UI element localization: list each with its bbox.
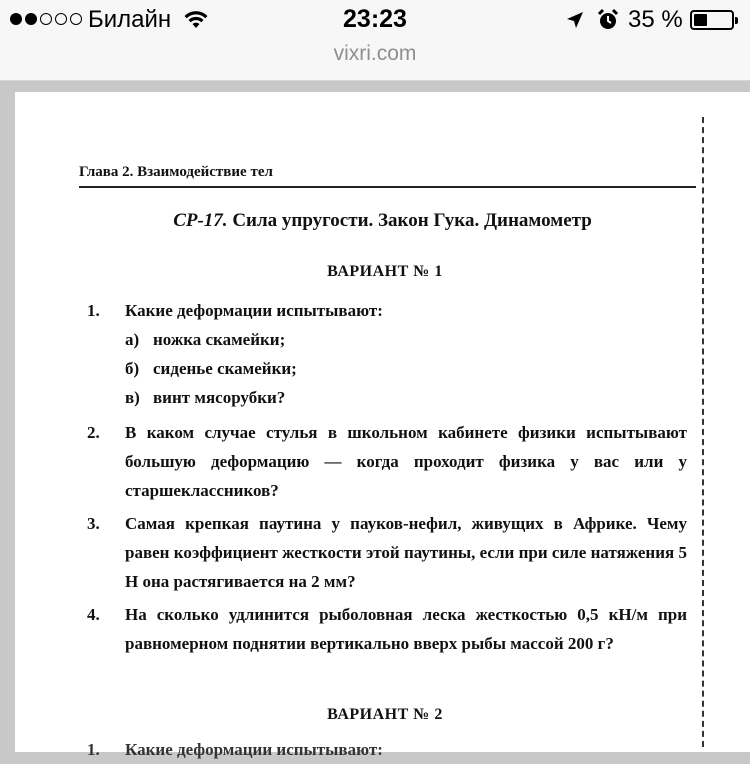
- status-bar: [0, 0, 750, 40]
- status-time: 23:23: [343, 5, 407, 33]
- chapter-divider: [79, 186, 696, 188]
- alarm-icon: [596, 8, 620, 32]
- chapter-heading: Глава 2. Взаимодействие тел: [79, 164, 273, 180]
- question-option: [125, 325, 687, 354]
- question-text: Самая крепкая паутина у пауков-нефил, живущих в Африке. Чему равен коэффициент жесткости этой паутины, если при силе натяжения 5 Н она растягивается на 2 мм?: [125, 514, 687, 591]
- battery-percent: 35 %: [628, 6, 683, 33]
- question-option: [125, 383, 687, 412]
- worksheet-title-text: Сила упругости. Закон Гука. Динамометр: [232, 210, 592, 231]
- option-text: винт мясорубки?: [153, 388, 286, 407]
- carrier-name: Билайн: [88, 6, 172, 33]
- question-4: [87, 600, 687, 658]
- battery-icon: [690, 10, 734, 30]
- document-page: [15, 92, 750, 759]
- question-number: 2.: [87, 423, 100, 442]
- option-letter: а): [125, 330, 140, 349]
- question-number: 1.: [87, 301, 100, 320]
- worksheet-title: [15, 210, 750, 232]
- address-bar[interactable]: [0, 40, 750, 81]
- question-3: [87, 509, 687, 596]
- question-text: Какие деформации испытывают:: [125, 301, 383, 320]
- question-text: На сколько удлинится рыболовная леска жесткостью 0,5 кН/м при равномерном поднятии вертикально вверх рыбы массой 200 г?: [125, 605, 687, 653]
- option-text: сиденье скамейки;: [153, 359, 297, 378]
- question-number: 1.: [87, 740, 100, 759]
- variant-2-heading: ВАРИАНТ № 2: [327, 706, 443, 723]
- question-text: Какие деформации испытывают:: [125, 740, 383, 759]
- url-text[interactable]: vixri.com: [333, 42, 417, 65]
- question-1: [87, 296, 687, 412]
- option-letter: б): [125, 359, 140, 378]
- question-number: 4.: [87, 605, 100, 624]
- variant-1-heading: ВАРИАНТ № 1: [327, 263, 443, 280]
- worksheet-code: СР-17.: [173, 210, 228, 231]
- option-letter: в): [125, 388, 140, 407]
- option-text: ножка скамейки;: [153, 330, 286, 349]
- question-text: В каком случае стулья в школьном кабинете физики испытывают большую деформацию — когда проходит физика у вас или у старшеклассников?: [125, 423, 687, 500]
- question-option: [125, 354, 687, 383]
- battery-level-fill: [694, 14, 707, 26]
- question-2: [87, 418, 687, 505]
- question-number: 3.: [87, 514, 100, 533]
- location-arrow-icon: [565, 10, 585, 30]
